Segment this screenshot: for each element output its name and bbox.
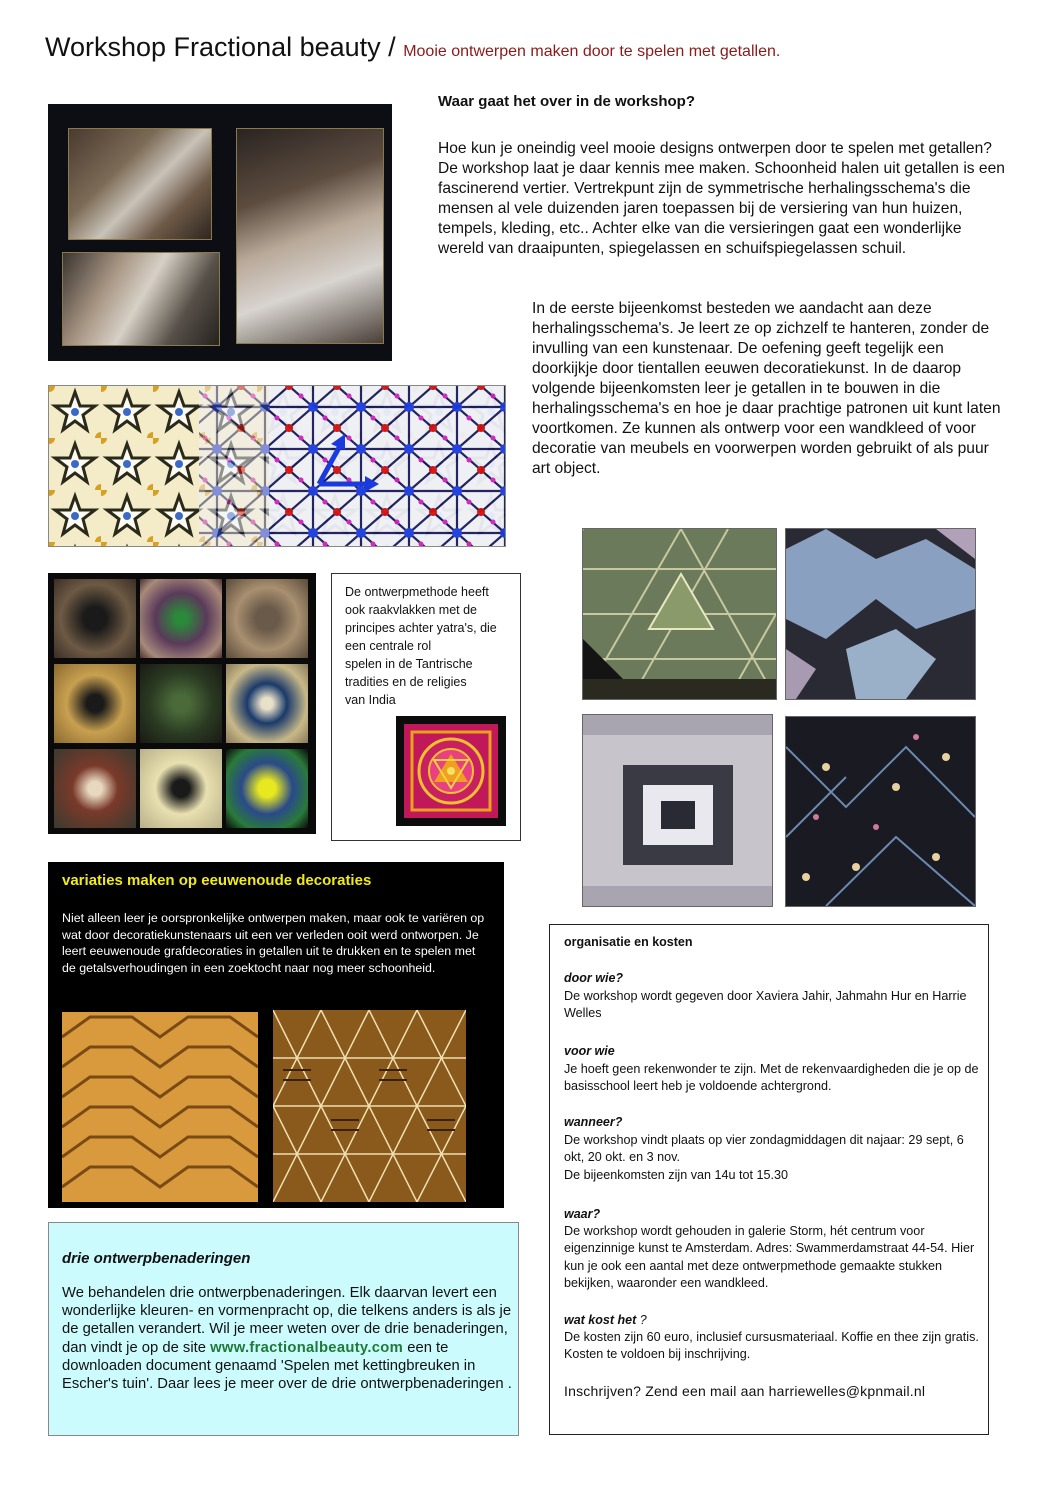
variations-heading: variaties maken op eeuwenoude decoraties [62, 872, 372, 889]
for-whom-text: Je hoeft geen rekenwonder te zijn. Met de rekenvaardigheden die je op de basisschool leert heb je voldoende achtergrond. [564, 1062, 979, 1094]
about-paragraph-2: In de eerste bijeenkomst besteden we aandacht aan deze herhalingsschema's. Je leert ze op zichzelf te hanteren, zonder de invulling van een kunstenaar. De oefening geeft tegelijk een doorkijkje door tientallen eeuwen decoratiekunst. In de daarop volgende bijeenkomsten leer je getallen in te bouwen in die herhalingsschema's en hoe je daar prachtige patronen uit kunt laten voortkomen. Ze kunnen als ontwerp voor een wandkleed of voor decoratie van meubels en voorwerpen worden gebruikt of als puur art object. [532, 300, 1001, 477]
when-time: De bijeenkomsten zijn van 14u tot 15.30 [564, 1168, 789, 1182]
cost-text: De kosten zijn 60 euro, inclusief cursusmateriaal. Koffie en thee zijn gratis. Kosten te voldoen bij inschrijving. [564, 1330, 979, 1362]
signup-text: Inschrijven? Zend een mail aan harriewelles@kpnmail.nl [564, 1383, 926, 1399]
yatra-text: De ontwerpmethode heeft ook raakvlakken met de principes achter yatra's, die een centrale rol spelen in de Tantrische tradities en de religies van India [345, 585, 497, 707]
where-heading: waar? [564, 1207, 601, 1221]
workshop-photo-screen [62, 252, 220, 346]
pattern-tile [226, 664, 308, 743]
variations-section [48, 862, 504, 1208]
pattern-tile [54, 579, 136, 658]
pattern-tile [140, 579, 222, 658]
pattern-image-spiral-keys [582, 714, 773, 907]
approaches-text-before: We behandelen drie ontwerpbenaderingen. Elk daarvan levert een wonderlijke kleuren- en vormenpracht op, die telkens anders is als je de getallen verandert. Wil je meer weten over de drie benaderingen, dan vindt je op de site [62, 1285, 512, 1356]
pattern-tile [54, 749, 136, 828]
pattern-graphic [583, 529, 776, 699]
pattern-tile [140, 664, 222, 743]
approaches-section [48, 1222, 519, 1436]
tiling-graphic [49, 386, 505, 546]
variation-graphic [62, 1012, 258, 1202]
variation-graphic [273, 1010, 466, 1202]
pattern-tile [226, 749, 308, 828]
cost-heading-text: wat kost het [564, 1313, 637, 1327]
pattern-graphic [786, 717, 975, 906]
pattern-image-green-triangles [582, 528, 777, 700]
pattern-tile [54, 664, 136, 743]
approaches-text [62, 1284, 512, 1393]
approaches-text-after: een te downloaden document genaamd 'Spelen met kettingbreuken in Escher's tuin'. Daar lees je meer over de drie ontwerpbenaderingen . [62, 1339, 512, 1393]
photo-collage [48, 104, 392, 361]
variations-text: Niet alleen leer je oorspronkelijke ontwerpen maken, maar ook te variëren op wat door decoratiekunstenaars uit een ver verleden ooit werd ontworpen. Je leert eeuwenoude grafdecoraties in getallen uit te drukken en te spelen met de getalsverhoudingen in een zoektocht naar nog meer schoonheid. [62, 911, 485, 975]
when-text: De workshop vindt plaats op vier zondagmiddagen dit najaar: 29 sept, 6 okt, 20 okt. en 3 nov. [564, 1133, 964, 1165]
page-title [45, 32, 780, 63]
yantra-image [396, 716, 506, 826]
workshop-photo-laptop [68, 128, 212, 240]
approaches-heading: drie ontwerpbenaderingen [62, 1250, 251, 1267]
website-link[interactable]: www.fractionalbeauty.com [210, 1339, 404, 1356]
when-heading: wanneer? [564, 1115, 623, 1129]
cost-heading [564, 1313, 647, 1327]
who-heading: door wie? [564, 971, 624, 985]
yatra-info-box [331, 573, 521, 841]
title-text: Workshop Fractional beauty / [45, 32, 396, 62]
pattern-tile [226, 579, 308, 658]
variation-image-hexagons [62, 1012, 258, 1202]
tiling-illustration [48, 385, 506, 547]
pattern-graphic [583, 715, 772, 906]
page-subtitle: Mooie ontwerpen maken door te spelen met getallen. [403, 43, 781, 60]
workshop-photo-group [236, 128, 384, 344]
pattern-tile [140, 749, 222, 828]
variation-image-diamonds [273, 1010, 466, 1202]
pattern-image-blue-mosaic [785, 528, 976, 700]
where-text: De workshop wordt gehouden in galerie Storm, hét centrum voor eigenzinnige kunst te Amsterdam. Adres: Swammerdamstraat 44-54. Hier kun je ook een aantal met deze ontwerpmethode gemaakte stukken bekijken, waaronder een wandkleed. [564, 1224, 975, 1291]
yantra-graphic [396, 716, 506, 826]
organisation-title: organisatie en kosten [564, 935, 693, 949]
yantra-pattern-grid [48, 573, 316, 834]
organisation-section [549, 924, 989, 1435]
pattern-graphic [786, 529, 975, 699]
pattern-image-dark-stars [785, 716, 976, 907]
cost-heading-mark: ? [636, 1313, 647, 1327]
about-paragraph-1: Hoe kun je oneindig veel mooie designs ontwerpen door te spelen met getallen? De workshop laat je daar kennis mee maken. Schoonheid halen uit getallen is een fascinerend vertier. Vertrekpunt zijn de symmetrische herhalingsschema's die mensen al vele duizenden jaren toepassen bij de versiering van hun huizen, tempels, kleding, etc.. Achter elke van die versieringen gaat een wonderlijke wereld van draaipunten, spiegelassen en schuifspiegelassen schuil. [438, 140, 1005, 257]
for-whom-heading: voor wie [564, 1044, 615, 1058]
about-heading: Waar gaat het over in de workshop? [438, 93, 695, 110]
who-text: De workshop wordt gegeven door Xaviera Jahir, Jahmahn Hur en Harrie Welles [564, 989, 967, 1021]
